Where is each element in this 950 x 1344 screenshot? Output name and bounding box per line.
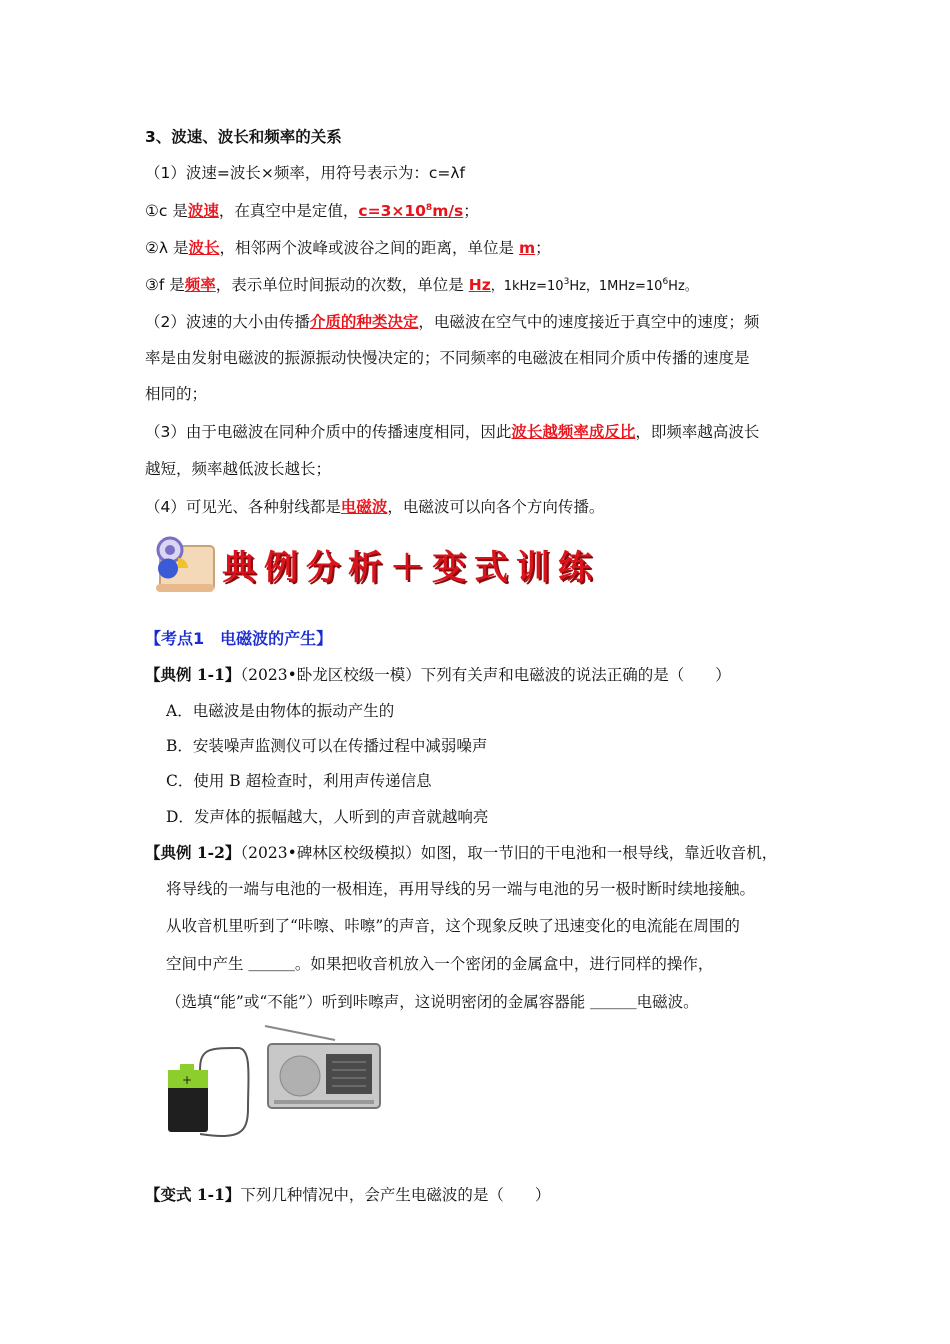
paragraph-2-line-1: （2）波速的大小由传播介质的种类决定，电磁波在空气中的速度接近于真空中的速度；频 xyxy=(145,313,760,331)
wavelength-line: ②λ 是波长，相邻两个波峰或波谷之间的距离，单位是 m； xyxy=(145,239,551,257)
paragraph-4: （4）可见光、各种射线都是电磁波，电磁波可以向各个方向传播。 xyxy=(145,498,605,516)
formula-line: （1）波速=波长×频率，用符号表示为：c=λf xyxy=(145,164,465,182)
wave-speed-line: ①c 是波速，在真空中是定值，$c=3\times 10^8m/s$； xyxy=(145,202,479,220)
variant-1-1-stem: 【变式 1-1】下列几种情况中，会产生电磁波的是（ ） xyxy=(145,1185,551,1204)
battery-radio-figure xyxy=(160,1018,390,1148)
section-title: 3、波速、波长和频率的关系 xyxy=(145,128,342,146)
paragraph-3-line-1: （3）由于电磁波在同种介质中的传播速度相同，因此波长越频率成反比，即频率越高波长 xyxy=(145,423,760,441)
battery-icon xyxy=(168,1064,208,1132)
example-1-2-line-2: 将导线的一端与电池的一极相连，再用导线的另一端与电池的另一极时断时续地接触。 xyxy=(166,880,756,898)
example-1-1-stem: 【典例 1-1】（2023•卧龙区校级一模）下列有关声和电磁波的说法正确的是（ ） xyxy=(145,665,731,684)
option-b: B．安装噪声监测仪可以在传播过程中减弱噪声 xyxy=(166,737,488,755)
option-a: A．电磁波是由物体的振动产生的 xyxy=(166,702,395,720)
frequency-line: ③f 是频率，表示单位时间振动的次数，单位是 Hz，$1kHz=10^3Hz$，$1MHz=10^6Hz$。 xyxy=(145,276,698,294)
paragraph-3-line-2: 越短，频率越低波长越长； xyxy=(145,460,332,478)
kaodian-heading: 【考点1 电磁波的产生】 xyxy=(145,629,333,648)
radio-icon xyxy=(265,1026,380,1108)
paragraph-2-line-2: 率是由发射电磁波的振源振动快慢决定的；不同频率的电磁波在相同介质中传播的速度是 xyxy=(145,349,750,367)
example-1-2-line-3: 从收音机里听到了“咔嚓、咔嚓”的声音，这个现象反映了迅速变化的电流能在周围的 xyxy=(166,917,740,935)
option-c: C．使用 B 超检查时，利用声传递信息 xyxy=(166,772,432,790)
svg-text:+: + xyxy=(182,1073,193,1087)
example-1-2-line-4: 空间中产生 ＿＿＿。如果把收音机放入一个密闭的金属盒中，进行同样的操作， xyxy=(166,955,714,973)
option-d: D．发声体的振幅越大，人听到的声音就越响亮 xyxy=(166,808,489,826)
banner-title: 典例分析＋变式训练 xyxy=(222,548,600,588)
magnifier-scroll-icon xyxy=(148,532,218,594)
example-1-2-line-1: 【典例 1-2】（2023•碑林区校级模拟）如图，取一节旧的干电池和一根导线，靠近收音机， xyxy=(145,843,778,862)
paragraph-2-line-3: 相同的； xyxy=(145,385,208,403)
example-1-2-line-5: （选填“能”或“不能”）听到咔嚓声，这说明密闭的金属容器能 ＿＿＿电磁波。 xyxy=(166,993,699,1011)
